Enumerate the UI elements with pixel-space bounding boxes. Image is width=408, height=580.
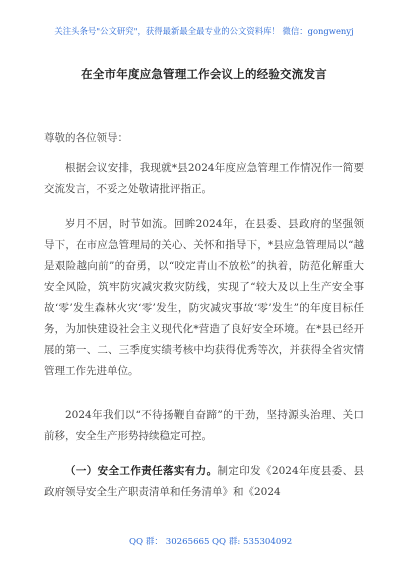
- footer-qq-group-1: QQ 群： 30265665: [129, 537, 210, 547]
- paragraph-summary: 2024年我们以“不待扬鞭自奋蹄”的干劲，坚持源头治理、关口前移，安全生产形势持续稳定可控。: [44, 409, 364, 442]
- footer-bar: [0, 528, 408, 550]
- salutation: 尊敬的各位领导：: [44, 132, 128, 144]
- paragraph-intro: 根据会议安排，我现就*县2024年度应急管理工作情况作一简要交流发言，不妥之处敬请批评指正。: [44, 162, 364, 195]
- document-title: 在全市年度应急管理工作会议上的经验交流发言: [81, 67, 327, 81]
- paragraph-section-1: [44, 461, 364, 503]
- section-1-text: 制定印发《2024年度县委、县政府领导安全生产职责清单和任务清单》和《2024: [44, 465, 364, 498]
- paragraph-review: 岁月不居，时节如流。回眸2024年，在县委、县政府的坚强领导下，在市应急管理局的关心、关怀和指导下，*县应急管理局以“越是艰险越向前”的奋勇，以“咬定青山不放松”的执着，防范化解重大安全风险，筑牢防灾减灾救灾防线，实现了“较大及以上生产安全事故‘零’发生森林火灾‘零’发生，防灾减灾事故‘零’发生”的年度目标任务，为加快建设社会主义现代化*营造了良好安全环境。在*县已经开展的第一、二、三季度实绩考核中均获得优秀等次，并获得全省灾情管理工作先进单位。: [44, 218, 364, 377]
- footer-qq-group-2: QQ 群: 535304092: [212, 537, 293, 547]
- section-1-heading: （一）安全工作责任落实有力。: [65, 465, 218, 477]
- header-promo-note: 关注头条号"公文研究"，获得最新最全最专业的公文资料库！ 微信：gongwenyj: [54, 26, 354, 36]
